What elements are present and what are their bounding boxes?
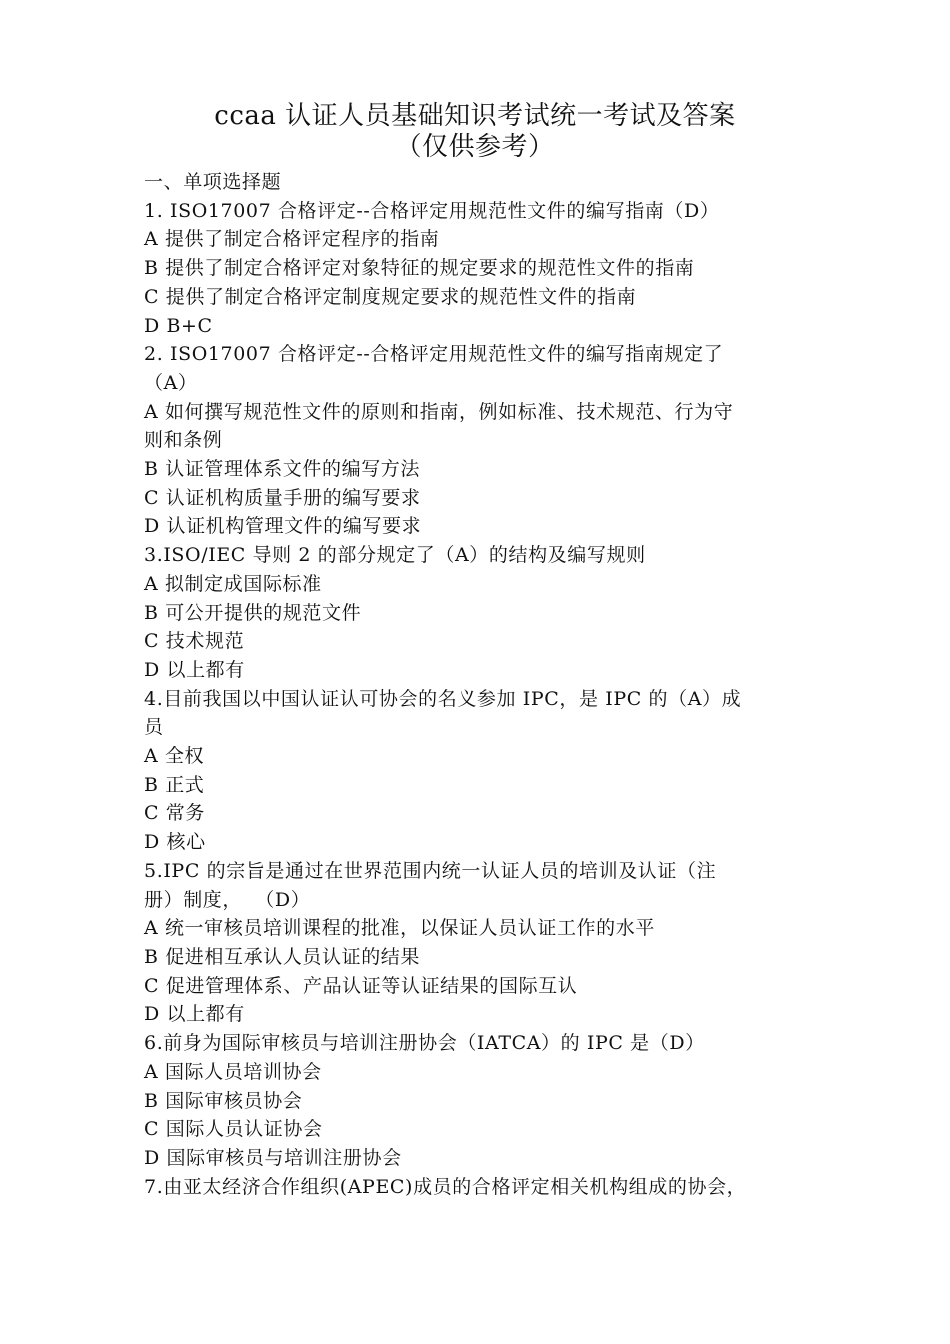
text-line: 员 xyxy=(144,716,164,739)
text-line: 一、单项选择题 xyxy=(144,171,282,193)
text-line: B 认证管理体系文件的编写方法 xyxy=(144,458,421,481)
text-line: B 正式 xyxy=(144,773,205,796)
text-line: D 核心 xyxy=(144,831,206,854)
text-line: 4.目前我国以中国认证认可协会的名义参加 IPC，是 IPC 的（A）成 xyxy=(144,687,742,710)
text-line: A 全权 xyxy=(144,745,205,768)
text-line: C 提供了制定合格评定制度规定要求的规范性文件的指南 xyxy=(144,285,637,308)
text-line: D 以上都有 xyxy=(144,1003,245,1026)
text-line: B 促进相互承认人员认证的结果 xyxy=(144,945,421,968)
text-line: （A） xyxy=(144,371,198,394)
text-line: C 促进管理体系、产品认证等认证结果的国际互认 xyxy=(144,974,578,997)
title-block xyxy=(0,100,950,162)
text-line: B 可公开提供的规范文件 xyxy=(144,601,362,624)
text-line: A 提供了制定合格评定程序的指南 xyxy=(144,228,440,251)
text-line: 则和条例 xyxy=(144,429,223,452)
text-line: D 以上都有 xyxy=(144,658,245,681)
text-line: 5.IPC 的宗旨是通过在世界范围内统一认证人员的培训及认证（注 xyxy=(144,859,717,882)
text-line: B 提供了制定合格评定对象特征的规定要求的规范性文件的指南 xyxy=(144,257,695,280)
document-title: ccaa 认证人员基础知识考试统一考试及答案 xyxy=(214,101,736,131)
text-line: 1. ISO17007 合格评定--合格评定用规范性文件的编写指南（D） xyxy=(144,199,720,222)
text-line: D 国际审核员与培训注册协会 xyxy=(144,1146,402,1169)
text-line: D B+C xyxy=(144,314,213,337)
document-subtitle: （仅供参考） xyxy=(395,132,555,162)
text-line: 3.ISO/IEC 导则 2 的部分规定了（A）的结构及编写规则 xyxy=(144,544,646,567)
text-line: A 国际人员培训协会 xyxy=(144,1060,322,1083)
text-line: C 认证机构质量手册的编写要求 xyxy=(144,486,421,509)
text-line: C 常务 xyxy=(144,802,205,825)
text-line: A 如何撰写规范性文件的原则和指南，例如标准、技术规范、行为守 xyxy=(144,400,734,423)
text-line: C 国际人员认证协会 xyxy=(144,1118,323,1141)
text-line: 2. ISO17007 合格评定--合格评定用规范性文件的编写指南规定了 xyxy=(144,343,724,366)
text-line: 册）制度， （D） xyxy=(144,888,311,911)
text-line: A 统一审核员培训课程的批准，以保证人员认证工作的水平 xyxy=(144,917,655,940)
text-line: C 技术规范 xyxy=(144,630,245,653)
text-line: B 国际审核员协会 xyxy=(144,1089,303,1112)
text-line: D 认证机构管理文件的编写要求 xyxy=(144,515,422,538)
text-line: A 拟制定成国际标准 xyxy=(144,572,322,595)
text-line: 7.由亚太经济合作组织(APEC)成员的合格评定相关机构组成的协会， xyxy=(144,1175,747,1198)
text-line: 6.前身为国际审核员与培训注册协会（IATCA）的 IPC 是（D） xyxy=(144,1032,705,1055)
document-body xyxy=(144,168,814,1201)
